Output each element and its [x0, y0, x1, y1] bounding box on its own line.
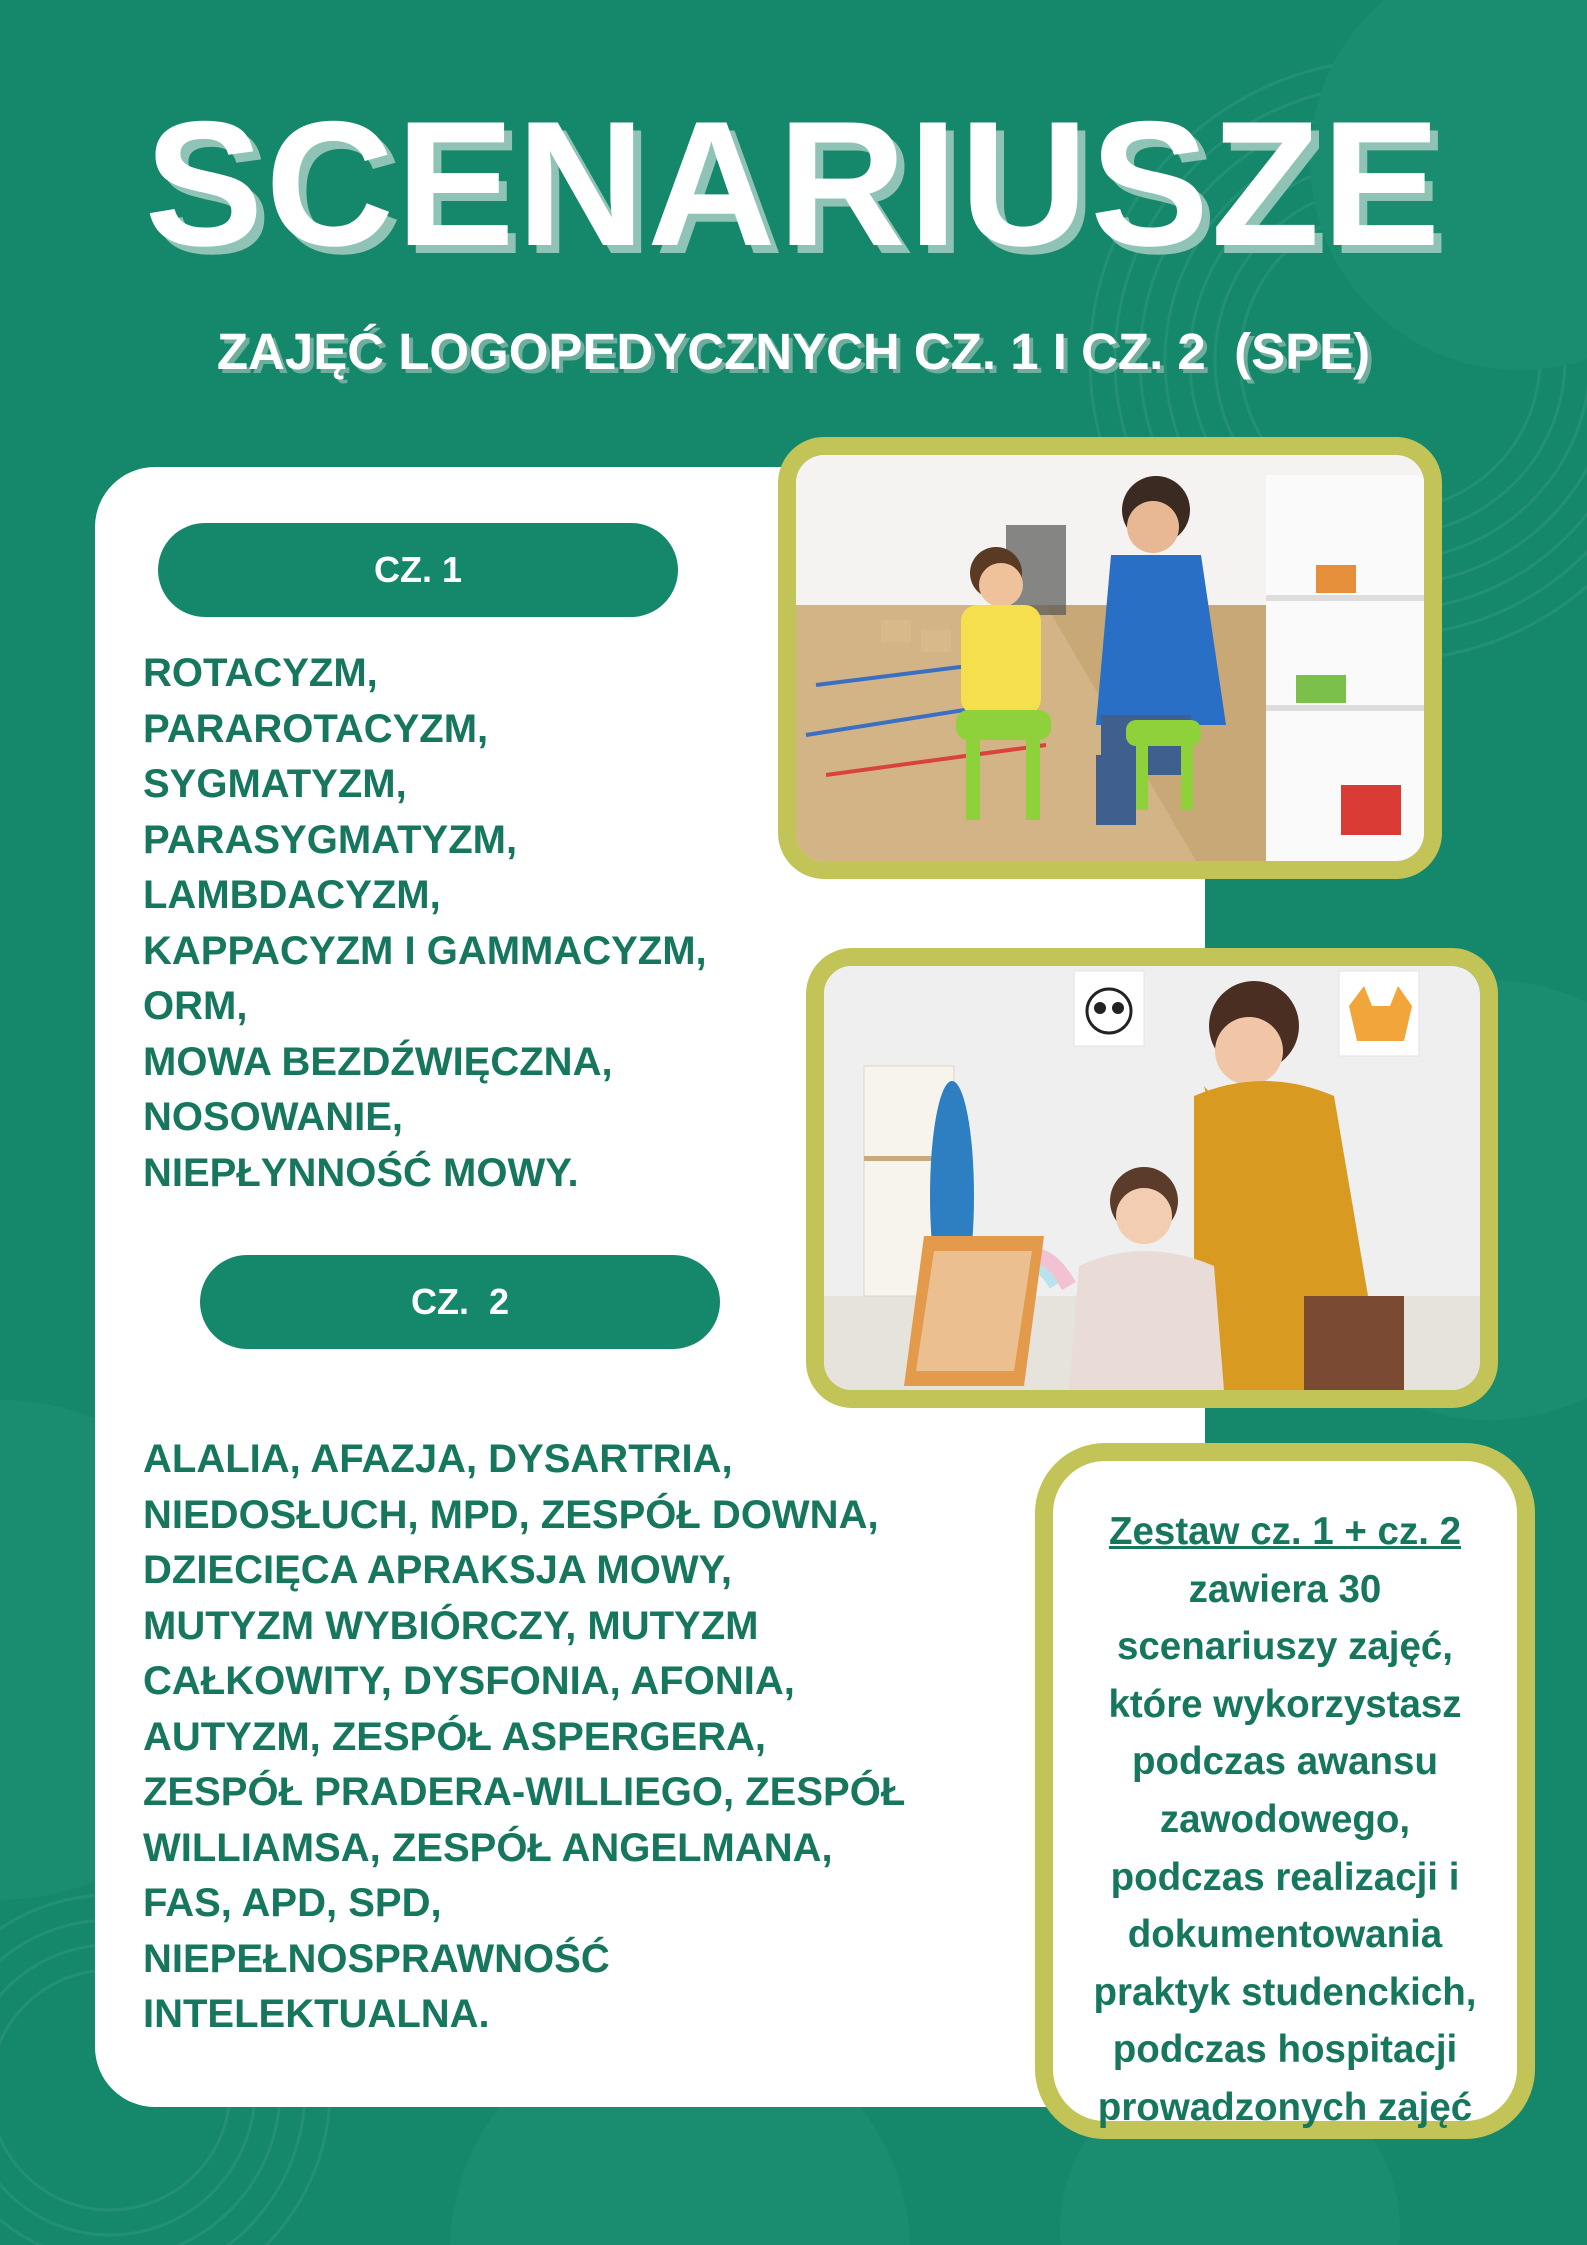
set-info-box [1035, 1443, 1535, 2139]
info-line: podczas realizacji i [1110, 1855, 1460, 1899]
part2-badge: CZ. 2 [200, 1255, 720, 1349]
list-line: ALALIA, AFAZJA, DYSARTRIA, [143, 1437, 733, 1481]
page-title: SCENARIUSZE [144, 84, 1443, 283]
page-subtitle: ZAJĘĆ LOGOPEDYCZNYCH CZ. 1 I CZ. 2 (SPE) [216, 323, 1371, 380]
list-line: MUTYZM WYBIÓRCZY, MUTYZM [143, 1603, 759, 1648]
info-line: podczas awansu [1132, 1740, 1438, 1784]
list-item: ORM, [143, 984, 248, 1028]
list-line: ZESPÓŁ PRADERA-WILLIEGO, ZESPÓŁ [143, 1770, 906, 1814]
list-item: NOSOWANIE, [143, 1095, 404, 1139]
part2-list [143, 1432, 905, 2043]
info-line: zawiera 30 [1188, 1567, 1382, 1611]
info-line: które wykorzystasz [1108, 1682, 1462, 1726]
info-line: podczas hospitacji [1112, 2028, 1458, 2072]
set-link[interactable]: Zestaw cz. 1 + cz. 2 [1108, 1510, 1462, 1553]
part1-badge: CZ. 1 [158, 523, 678, 617]
list-item: MOWA BEZDŹWIĘCZNA, [143, 1039, 613, 1084]
info-line: prowadzonych zajęć [1097, 2085, 1473, 2129]
info-line: zawodowego, [1159, 1797, 1411, 1841]
list-line: INTELEKTUALNA. [143, 1992, 490, 2036]
list-line: DZIECIĘCA APRAKSJA MOWY, [143, 1548, 732, 1592]
list-line: WILLIAMSA, ZESPÓŁ ANGELMANA, [143, 1825, 833, 1870]
list-item: PARASYGMATYZM, [143, 817, 518, 862]
therapist-with-boy-photo [778, 437, 1442, 879]
therapist-with-girl-photo [806, 948, 1498, 1408]
list-item: PARAROTACYZM, [143, 706, 489, 751]
list-item: KAPPACYZM I GAMMACYZM, [143, 928, 707, 973]
part1-list [143, 646, 707, 1201]
info-line: scenariuszy zajęć, [1116, 1625, 1453, 1669]
info-line: praktyk studenckich, [1093, 1970, 1477, 2014]
list-item: NIEPŁYNNOŚĆ MOWY. [143, 1150, 579, 1195]
list-line: NIEPEŁNOSPRAWNOŚĆ [143, 1936, 610, 1981]
list-item: SYGMATYZM, [143, 762, 407, 806]
list-line: AUTYZM, ZESPÓŁ ASPERGERA, [143, 1714, 767, 1759]
list-line: FAS, APD, SPD, [143, 1881, 442, 1925]
list-item: LAMBDACYZM, [143, 873, 441, 917]
list-line: CAŁKOWITY, DYSFONIA, AFONIA, [143, 1659, 795, 1703]
info-line: dokumentowania [1127, 1913, 1443, 1957]
list-line: NIEDOSŁUCH, MPD, ZESPÓŁ DOWNA, [143, 1492, 879, 1537]
list-item: ROTACYZM, [143, 651, 378, 695]
